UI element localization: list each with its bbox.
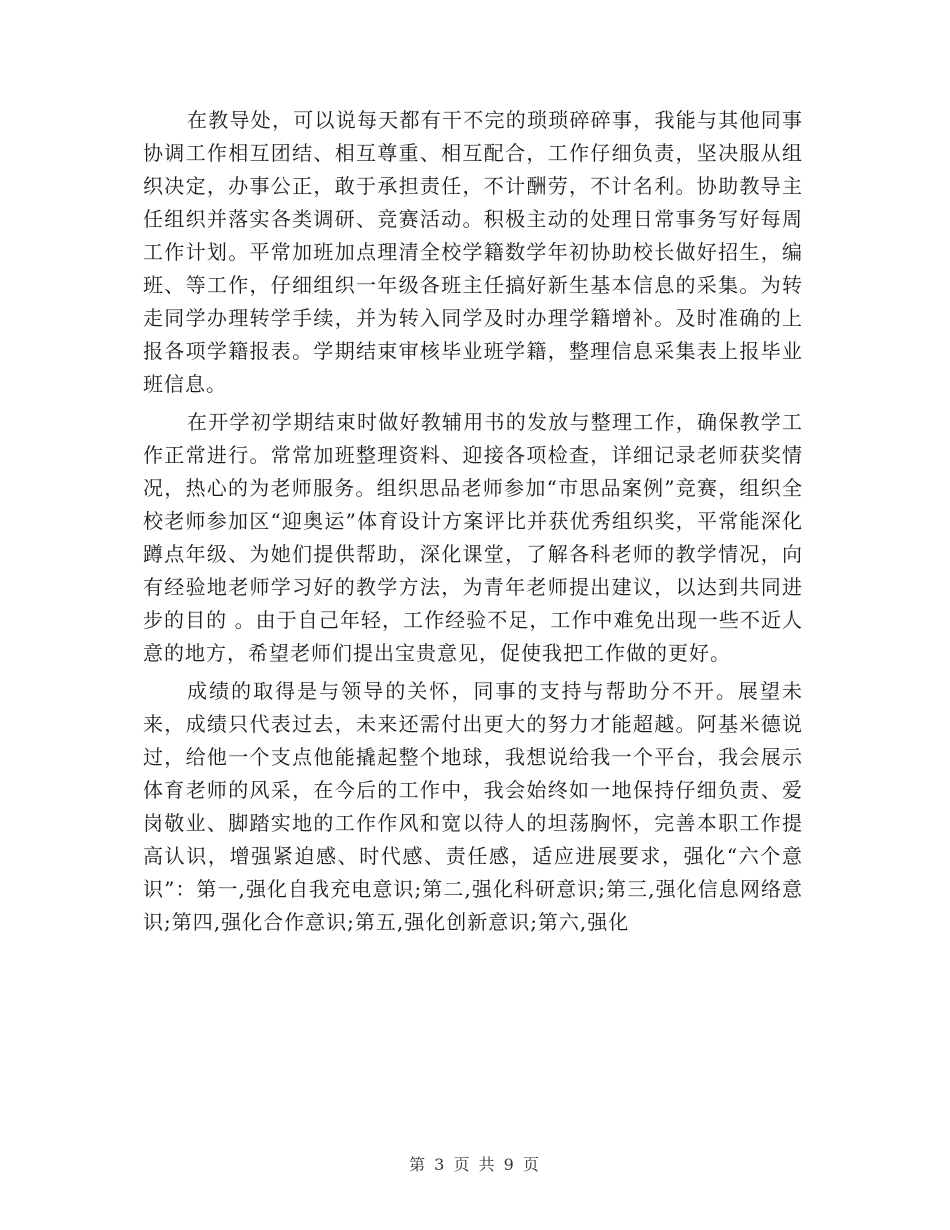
document-body: [143, 104, 803, 944]
page-number-footer: 第 3 页 共 9 页: [409, 1155, 541, 1174]
paragraph-2: 在开学初学期结束时做好教辅用书的发放与整理工作，确保教学工作正常进行。常常加班整理资料、迎接各项检查，详细记录老师获奖情况，热心的为老师服务。组织思品老师参加“市思品案例”竞赛，组织全校老师参加区“迎奥运”体育设计方案评比并获优秀组织奖，平常能深化蹲点年级、为她们提供帮助，深化课堂，了解各科老师的教学情况，向有经验地老师学习好的教学方法，为青年老师提出建议，以达到共同进步的目的 。由于自己年轻，工作经验不足，工作中难免出现一些不近人意的地方，希望老师们提出宝贵意见，促使我把工作做的更好。: [143, 410, 803, 665]
paragraph-1: 在教导处，可以说每天都有干不完的琐琐碎碎事，我能与其他同事协调工作相互团结、相互尊重、相互配合，工作仔细负责，坚决服从组织决定，办事公正，敢于承担责任，不计酬劳，不计名利。协助教导主任组织并落实各类调研、竞赛活动。积极主动的处理日常事务写好每周工作计划。平常加班加点理清全校学籍数学年初协助校长做好招生，编班、等工作，仔细组织一年级各班主任搞好新生基本信息的采集。为转走同学办理转学手续，并为转入同学及时办理学籍增补。及时准确的上报各项学籍报表。学期结束审核毕业班学籍，整理信息采集表上报毕业班信息。: [143, 108, 803, 396]
paragraph-3: 成绩的取得是与领导的关怀，同事的支持与帮助分不开。展望未来，成绩只代表过去，未来还需付出更大的努力才能超越。阿基米德说过，给他一个支点他能撬起整个地球，我想说给我一个平台，我会展示体育老师的风采，在今后的工作中，我会始终如一地保持仔细负责、爱岗敬业、脚踏实地的工作作风和宽以待人的坦荡胸怀，完善本职工作提高认识，增强紧迫感、时代感、责任感，适应进展要求，强化“六个意识”：第一,强化自我充电意识;第二,强化科研意识;第三,强化信息网络意识;第四,强化合作意识;第五,强化创新意识;第六,强化: [143, 679, 803, 934]
